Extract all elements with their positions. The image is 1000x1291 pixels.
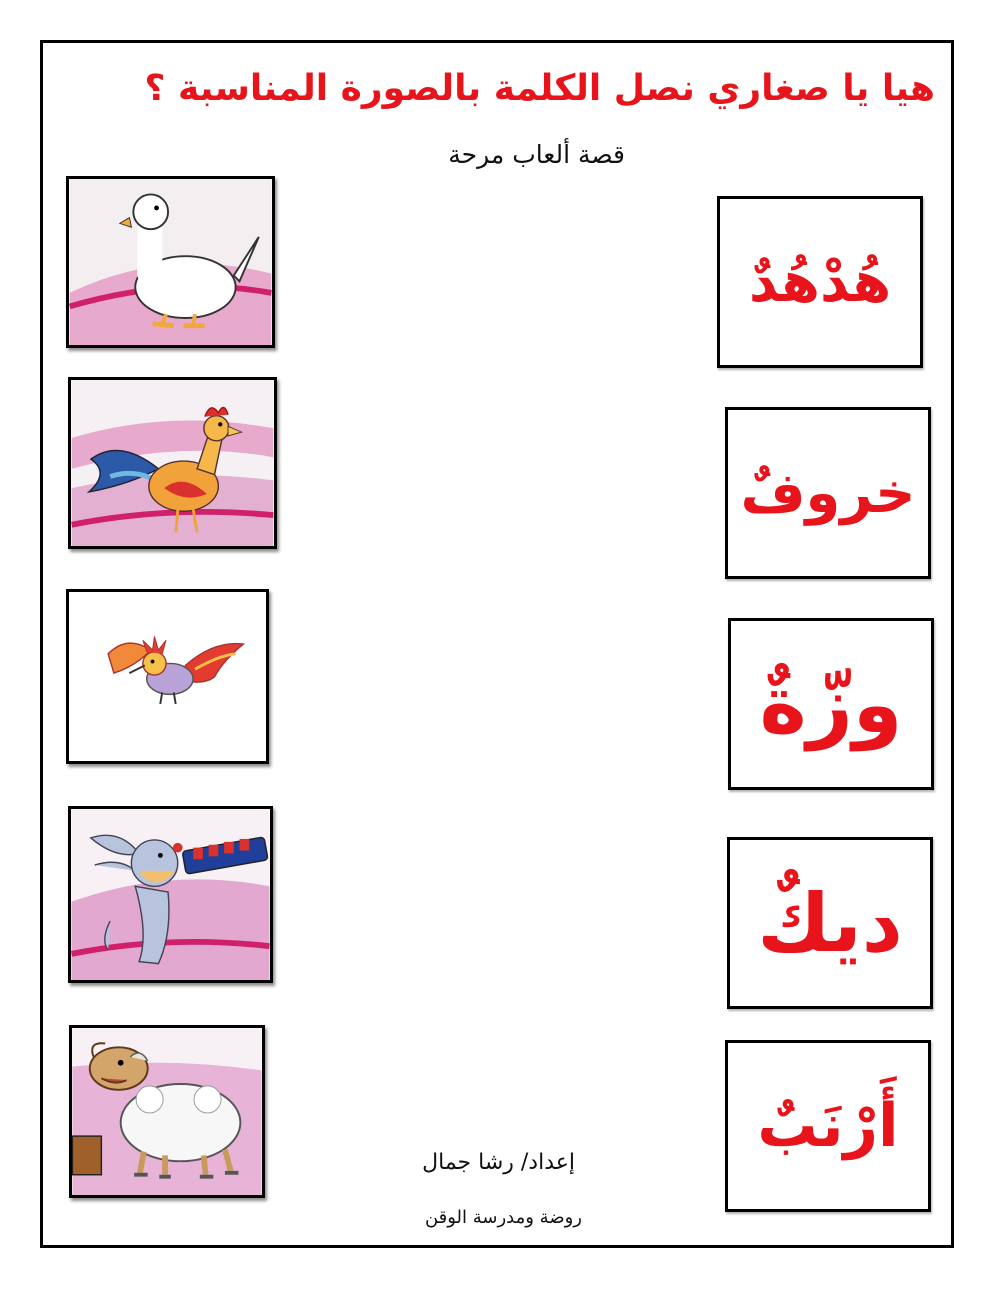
worksheet-subtitle: قصة ألعاب مرحة — [448, 140, 625, 169]
picture-card-rabbit[interactable] — [68, 806, 273, 983]
word-card-goose[interactable] — [728, 618, 934, 790]
picture-card-rooster[interactable] — [68, 377, 277, 549]
duck-icon — [69, 179, 272, 345]
word-card-label: خروفٌ — [740, 460, 916, 526]
school-credit: روضة ومدرسة الوقن — [424, 1207, 582, 1228]
word-card-rabbit[interactable] — [725, 1040, 931, 1212]
word-card-rooster[interactable] — [727, 837, 933, 1009]
rabbit-icon — [71, 809, 270, 980]
rooster-icon — [71, 380, 274, 546]
picture-card-hoopoe[interactable] — [66, 589, 269, 764]
word-card-label: ديكٌ — [757, 876, 903, 970]
worksheet-title: هيا يا صغاري نصل الكلمة بالصورة المناسبة ؟ — [144, 68, 935, 109]
author-credit: إعداد/ رشا جمال — [422, 1150, 575, 1175]
picture-card-duck[interactable] — [66, 176, 275, 348]
word-card-hoopoe[interactable] — [717, 196, 923, 368]
sheep-icon — [72, 1028, 262, 1195]
picture-card-sheep[interactable] — [69, 1025, 265, 1198]
word-card-sheep[interactable] — [725, 407, 931, 579]
hoopoe-icon — [69, 592, 266, 761]
word-card-label: وزّةٌ — [759, 657, 903, 751]
word-card-label: هُدْهُدٌ — [748, 249, 892, 315]
word-card-label: أَرْنَبٌ — [757, 1091, 899, 1161]
